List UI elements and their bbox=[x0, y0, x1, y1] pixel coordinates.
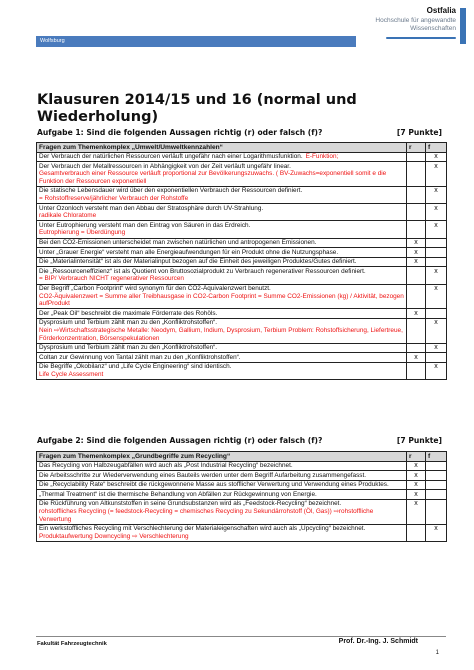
answer-r-cell: x bbox=[407, 238, 426, 248]
answer-f-cell bbox=[426, 248, 447, 258]
statement-text: Unter „Grauer Energie“ versteht man alle Energieaufwendungen für ein Produkt ohne die Nutzungsphase. bbox=[39, 248, 339, 256]
statement-text: „Thermal Treatment“ ist die thermische Behandlung von Abfällen zur Rückgewinnung von Energie. bbox=[39, 490, 317, 498]
footer-author: Prof. Dr.-Ing. J. Schmidt bbox=[338, 638, 418, 645]
statement-cell bbox=[37, 499, 407, 524]
statement-cell bbox=[37, 524, 407, 541]
logo-swash-icon bbox=[386, 37, 456, 39]
table-row bbox=[37, 343, 447, 353]
statement-text: Unter Ozonloch versteht man den Abbau der Stratosphäre durch UV-Strahlung. bbox=[39, 204, 264, 212]
answer-r-cell bbox=[407, 267, 426, 284]
answer-f-cell bbox=[426, 499, 447, 524]
table-row bbox=[37, 248, 447, 258]
answer-r-cell: x bbox=[407, 353, 426, 363]
answer-r-cell: x bbox=[407, 499, 426, 524]
answer-f-cell: x bbox=[426, 204, 447, 221]
answer-r-cell: x bbox=[407, 471, 426, 481]
statement-text: Die statische Lebensdauer wird über den exponentiellen Verbrauch der Ressourcen definiert. bbox=[39, 187, 303, 195]
statement-cell bbox=[37, 204, 407, 221]
statement-cell bbox=[37, 257, 407, 267]
footer-divider bbox=[36, 636, 446, 637]
answer-r-cell: x bbox=[407, 257, 426, 267]
question-2-points: [7 Punkte] bbox=[396, 436, 442, 445]
recycling-questions-table bbox=[36, 451, 447, 542]
statement-cell bbox=[37, 362, 407, 379]
question-2-heading bbox=[37, 436, 442, 445]
annotation-note: Nein ⇨Wirtschaftsstrategische Metalle: Neodym, Gallium, Indium, Dysprosium, Terbium Problem: Rohstoffsicherung, Liefertreue, Förderkonzentration, Börsenspekulationen bbox=[39, 326, 403, 342]
annotation-note: = Rohstoffreserve/jährlicher Verbrauch der Rohstoffe bbox=[39, 195, 189, 203]
table-header-row bbox=[37, 143, 447, 153]
table-row bbox=[37, 353, 447, 363]
table-row bbox=[37, 461, 447, 471]
statement-text: Der Verbrauch der Metallressourcen in Abhängigkeit von der Zeit verläuft ungefähr linear. bbox=[39, 162, 291, 170]
annotation-note: E-Funktion; bbox=[305, 153, 339, 161]
statement-cell bbox=[37, 309, 407, 319]
answer-f-cell: x bbox=[426, 362, 447, 379]
table-header-topic: Fragen zum Themenkomplex „Grundbegriffe zum Recycling“ bbox=[37, 452, 407, 462]
table-row bbox=[37, 186, 447, 203]
question-1-heading bbox=[37, 128, 442, 137]
question-1-points: [7 Punkte] bbox=[396, 128, 442, 137]
statement-text: Die Rückführung von Altkunststoffen in seine Grundsubstanzen wird als „Feedstock-Recycling“ bezeichnet. bbox=[39, 500, 342, 508]
table-row bbox=[37, 238, 447, 248]
answer-r-cell bbox=[407, 152, 426, 162]
statement-cell bbox=[37, 221, 407, 238]
answer-r-cell: x bbox=[407, 248, 426, 258]
statement-text: Der Begriff „Carbon Footprint“ wird synonym für den CO2-Äquivalenzwert benutzt. bbox=[39, 285, 271, 292]
answer-f-cell: x bbox=[426, 524, 447, 541]
statement-cell bbox=[37, 471, 407, 481]
table-row bbox=[37, 499, 447, 524]
answer-r-cell bbox=[407, 162, 426, 187]
answer-f-cell: x bbox=[426, 267, 447, 284]
statement-cell bbox=[37, 284, 407, 309]
table-row bbox=[37, 480, 447, 490]
answer-f-cell bbox=[426, 309, 447, 319]
statement-cell bbox=[37, 267, 407, 284]
table-header-row bbox=[37, 452, 447, 462]
table-row bbox=[37, 257, 447, 267]
question-1-text: Aufgabe 1: Sind die folgenden Aussagen richtig (r) oder falsch (f)? bbox=[37, 128, 323, 137]
statement-text: Ein werkstoffliches Recycling mit Verschlechterung der Materialeigenschaften wird auch als „Upcycling“ bezeichnet. bbox=[39, 525, 366, 533]
answer-f-cell bbox=[426, 238, 447, 248]
table-row bbox=[37, 309, 447, 319]
table-header-f: f bbox=[426, 452, 447, 462]
logo-brand: Ostfalia bbox=[426, 6, 456, 15]
environment-questions-table bbox=[36, 142, 447, 380]
answer-r-cell: x bbox=[407, 461, 426, 471]
answer-f-cell bbox=[426, 480, 447, 490]
logo-mark-icon bbox=[460, 8, 466, 44]
statement-cell bbox=[37, 353, 407, 363]
statement-cell bbox=[37, 248, 407, 258]
logo-subtitle: Hochschule für angewandte Wissenschaften bbox=[375, 17, 456, 32]
statement-text: Die „Recyclability Rate“ beschreibt die rückgewonnene Masse aus stofflicher Verwertung und Verwendung eines Produktes. bbox=[39, 481, 389, 489]
page-number: 1 bbox=[435, 650, 439, 656]
answer-r-cell: x bbox=[407, 480, 426, 490]
page-title: Klausuren 2014/15 und 16 (normal und Wiederholung) bbox=[37, 92, 357, 125]
statement-cell bbox=[37, 152, 407, 162]
answer-f-cell bbox=[426, 353, 447, 363]
statement-text: Der Verbrauch der natürlichen Ressourcen verläuft ungefähr nach einer Logarithmusfunktion. bbox=[39, 153, 303, 161]
statement-cell bbox=[37, 343, 407, 353]
table-row bbox=[37, 221, 447, 238]
location-banner: Wolfsburg bbox=[36, 36, 356, 47]
statement-text: Das Recycling von Halbzeugabfällen wird auch als „Post Industrial Recycling“ bezeichnet. bbox=[39, 462, 293, 470]
table-row bbox=[37, 318, 447, 343]
answer-f-cell: x bbox=[426, 284, 447, 309]
annotation-note: Produktaufwertung Downcycling ⇨ Verschlechterung bbox=[39, 532, 189, 540]
answer-f-cell bbox=[426, 461, 447, 471]
statement-text: Unter Eutrophierung versteht man den Eintrag von Säuren in das Erdreich. bbox=[39, 221, 251, 229]
answer-f-cell: x bbox=[426, 318, 447, 343]
table-row bbox=[37, 284, 447, 309]
table-row bbox=[37, 362, 447, 379]
answer-r-cell bbox=[407, 221, 426, 238]
statement-text: Die Arbeitsschritte zur Wiederverwendung eines Bauteils werden unter dem Begriff Aufarbeitung zusammengefasst. bbox=[39, 471, 367, 479]
annotation-note: radikale Chloratome bbox=[39, 212, 97, 220]
answer-r-cell bbox=[407, 284, 426, 309]
answer-r-cell bbox=[407, 524, 426, 541]
question-2-text: Aufgabe 2: Sind die folgenden Aussagen richtig (r) oder falsch (f)? bbox=[37, 436, 323, 445]
statement-text: Bei den CO2-Emissionen unterscheidet man zwischen natürlichen und antropogenen Emissionen. bbox=[39, 239, 317, 247]
table-row bbox=[37, 267, 447, 284]
statement-cell bbox=[37, 480, 407, 490]
table-header-r: r bbox=[407, 143, 426, 153]
statement-text: Dysprosium und Terbium zählt man zu den „Konfliktrohstoffen“. bbox=[39, 319, 218, 327]
footer-faculty: Fakultät Fahrzeugtechnik bbox=[37, 641, 107, 647]
answer-r-cell bbox=[407, 204, 426, 221]
annotation-note: rohstoffliches Recycling (= feedstock-Recycling = chemisches Recycling zu Sekundärrohstoff (Öl, Gas)) ⇨rohstoffliche Verwertung bbox=[39, 508, 374, 523]
table-row bbox=[37, 524, 447, 541]
answer-f-cell bbox=[426, 471, 447, 481]
ostfalia-logo bbox=[342, 6, 462, 46]
statement-cell bbox=[37, 318, 407, 343]
answer-r-cell bbox=[407, 343, 426, 353]
annotation-note: = BIP/ Verbrauch NICHT regenerativer Ressourcen bbox=[39, 275, 184, 283]
annotation-note: Life Cycle Assessment bbox=[39, 370, 104, 378]
statement-cell bbox=[37, 490, 407, 500]
answer-f-cell bbox=[426, 490, 447, 500]
statement-cell bbox=[37, 461, 407, 471]
table-row bbox=[37, 471, 447, 481]
table-row bbox=[37, 490, 447, 500]
table-header-f: f bbox=[426, 143, 447, 153]
annotation-note: Gesamtverbrauch einer Ressource verläuft proportional zur Bevölkerungszuwachs. ( BV-Zuwachs=exponentiell somit e die Funktion der Ressourcen exponentiell bbox=[39, 170, 387, 185]
answer-r-cell: x bbox=[407, 490, 426, 500]
answer-r-cell bbox=[407, 362, 426, 379]
table-row bbox=[37, 204, 447, 221]
statement-text: Die „Ressourceneffizienz“ ist als Quotient von Bruttosozialprodukt zu Verbrauch regenerativer Ressourcen definiert. bbox=[39, 267, 366, 275]
table-row bbox=[37, 162, 447, 187]
annotation-note: CO2-Äquivalenzwert = Summe aller Treibhausgase in CO2-Carbon Footprint = Summe CO2-Emissionen (kg) / Aktivität, bezogen aufProdukt bbox=[39, 292, 404, 308]
statement-cell bbox=[37, 162, 407, 187]
answer-r-cell: x bbox=[407, 309, 426, 319]
annotation-note: Eutrophierung = Überdüngung bbox=[39, 229, 126, 237]
answer-r-cell bbox=[407, 318, 426, 343]
statement-cell bbox=[37, 238, 407, 248]
answer-r-cell bbox=[407, 186, 426, 203]
answer-f-cell: x bbox=[426, 152, 447, 162]
answer-f-cell: x bbox=[426, 186, 447, 203]
table-row bbox=[37, 152, 447, 162]
answer-f-cell: x bbox=[426, 343, 447, 353]
statement-text: Die „Materialintensität“ ist als der Materialinput bezogen auf die Einheit des jeweiligen Produktes/Gutes definiert. bbox=[39, 258, 357, 266]
table-header-topic: Fragen zum Themenkomplex „Umwelt/Umweltkennzahlen“ bbox=[37, 143, 407, 153]
answer-f-cell bbox=[426, 257, 447, 267]
statement-text: Die Begriffe „Ökobilanz“ und „Life Cycle Engineering“ sind identisch. bbox=[39, 363, 232, 371]
table-header-r: r bbox=[407, 452, 426, 462]
statement-text: Coltan zur Gewinnung von Tantal zählt man zu den „Konfliktrohstoffen“. bbox=[39, 353, 241, 361]
statement-text: Dysprosium und Terbium zählt man zu den „Konfliktrohstoffen“. bbox=[39, 344, 218, 352]
statement-text: Der „Peak Oil“ beschreibt die maximale Förderrate des Rohöls. bbox=[39, 309, 218, 317]
statement-cell bbox=[37, 186, 407, 203]
answer-f-cell: x bbox=[426, 162, 447, 187]
answer-f-cell: x bbox=[426, 221, 447, 238]
